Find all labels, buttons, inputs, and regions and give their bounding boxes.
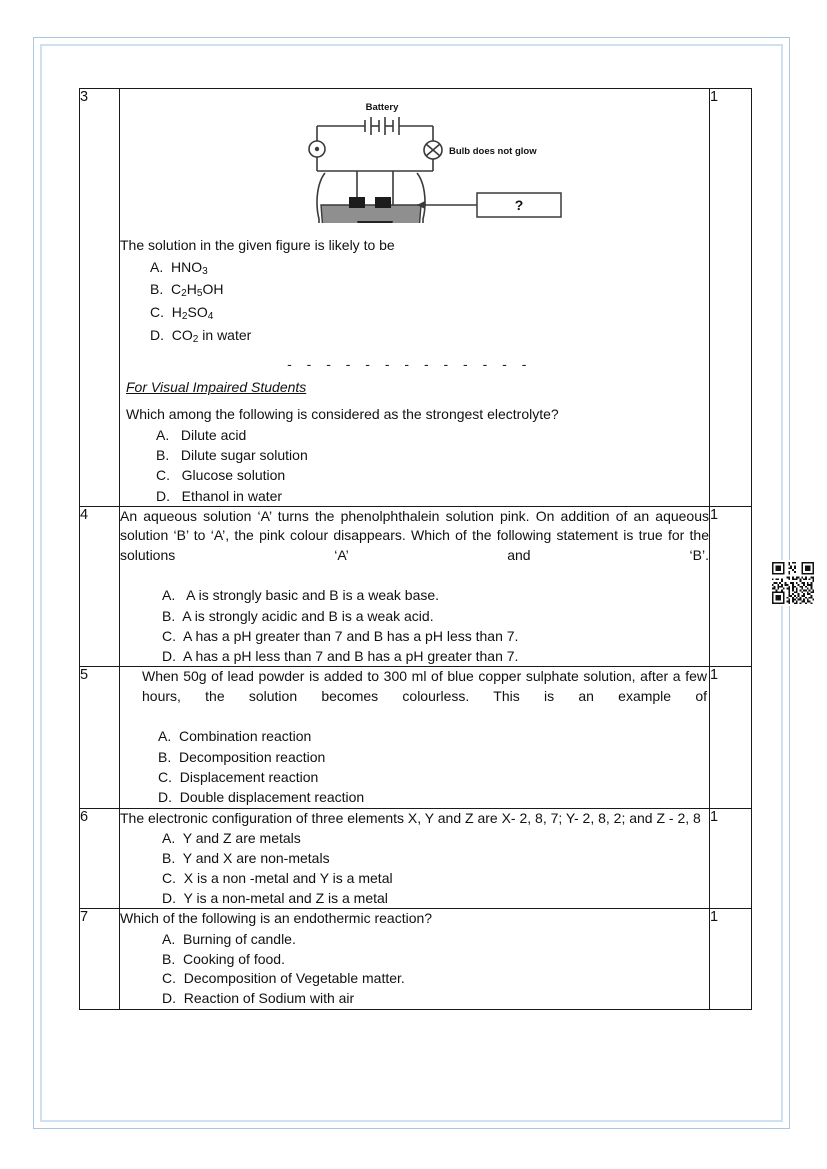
- option-item: A. Dilute acid: [156, 426, 247, 443]
- electrode-left: [349, 197, 365, 208]
- question-number: 3: [80, 89, 120, 507]
- marks-cell: 1: [710, 89, 752, 507]
- question-number: 5: [80, 667, 120, 808]
- option-item: B. Y and X are non-metals: [162, 849, 330, 866]
- question-number: 7: [80, 909, 120, 1010]
- question-stem: The solution in the given figure is likely to be: [120, 237, 395, 254]
- option-list: [120, 829, 709, 909]
- option-item: D. Double displacement reaction: [158, 789, 365, 806]
- option-item: B. $C_2H_5OH$: [150, 281, 224, 300]
- question-table: [79, 88, 752, 1010]
- question-body: [120, 89, 710, 507]
- bulb-label: Bulb does not glow: [448, 146, 537, 157]
- callout-label: ?: [514, 197, 523, 213]
- option-item: D. A has a pH less than 7 and B has a pH greater than 7.: [162, 648, 519, 665]
- table-row: [80, 89, 752, 507]
- option-list: [120, 257, 709, 348]
- alt-question-stem: Which among the following is considered as the strongest electrolyte?: [126, 405, 559, 422]
- figure-container: [120, 89, 709, 236]
- table-row: [80, 667, 752, 808]
- qr-code-icon: [770, 560, 816, 606]
- option-item: D. $CO_2$ in water: [150, 327, 252, 346]
- option-item: C. A has a pH greater than 7 and B has a pH less than 7.: [162, 627, 519, 644]
- question-body: [120, 909, 710, 1010]
- option-item: B. Decomposition reaction: [158, 748, 326, 765]
- table-row: [80, 808, 752, 909]
- option-item: B. A is strongly acidic and B is a weak acid.: [162, 607, 434, 624]
- question-stem: An aqueous solution ‘A’ turns the phenolphthalein solution pink. On addition of an aqueous solution ‘B’ to ‘A’, the pink colour disappears. Which of the following statement is true for the solutions ‘A’ and ‘B’.: [120, 508, 709, 563]
- option-item: C. Decomposition of Vegetable matter.: [162, 970, 405, 987]
- question-stem: When 50g of lead powder is added to 300 ml of blue copper sulphate solution, after a few hours, the solution becomes colourless. This is an example of: [142, 668, 707, 704]
- marks-cell: 1: [710, 909, 752, 1010]
- option-item: B. Cooking of food.: [162, 950, 285, 967]
- marks-cell: 1: [710, 507, 752, 667]
- electrolysis-circuit-diagram: [265, 93, 565, 223]
- battery-label: Battery: [365, 102, 398, 113]
- table-row: [80, 909, 752, 1010]
- option-item: B. Dilute sugar solution: [156, 447, 308, 464]
- beaker-solution: [321, 205, 421, 223]
- question-body: [120, 667, 710, 808]
- marks-cell: 1: [710, 667, 752, 808]
- option-item: D. Y is a non-metal and Z is a metal: [162, 889, 388, 906]
- option-list: [120, 726, 709, 807]
- electrode-right: [375, 197, 391, 208]
- option-item: A. Burning of candle.: [162, 930, 296, 947]
- option-list: [120, 930, 709, 1010]
- alt-option-list: [126, 425, 709, 506]
- option-item: A. A is strongly basic and B is a weak base.: [162, 587, 440, 604]
- option-item: C. X is a non -metal and Y is a metal: [162, 869, 393, 886]
- question-number: 4: [80, 507, 120, 667]
- question-stem: Which of the following is an endothermic reaction?: [120, 910, 433, 927]
- option-item: D. Ethanol in water: [156, 487, 283, 504]
- visually-impaired-heading: For Visual Impaired Students: [126, 379, 307, 396]
- option-item: C. $H_2SO_4$: [150, 304, 214, 323]
- question-number: 6: [80, 808, 120, 909]
- question-body: [120, 507, 710, 667]
- option-item: A. Y and Z are metals: [162, 829, 301, 846]
- table-row: [80, 507, 752, 667]
- option-item: C. Displacement reaction: [158, 768, 319, 785]
- question-body: [120, 808, 710, 909]
- option-item: D. Reaction of Sodium with air: [162, 990, 355, 1007]
- option-item: A. $HNO_3$: [150, 258, 208, 277]
- section-divider: - - - - - - - - - - - - -: [287, 355, 532, 372]
- option-item: A. Combination reaction: [158, 728, 312, 745]
- question-stem: The electronic configuration of three elements X, Y and Z are X- 2, 8, 7; Y- 2, 8, 2; and Z - 2, 8: [120, 809, 701, 826]
- marks-cell: 1: [710, 808, 752, 909]
- option-list: [120, 585, 709, 666]
- option-item: C. Glucose solution: [156, 467, 286, 484]
